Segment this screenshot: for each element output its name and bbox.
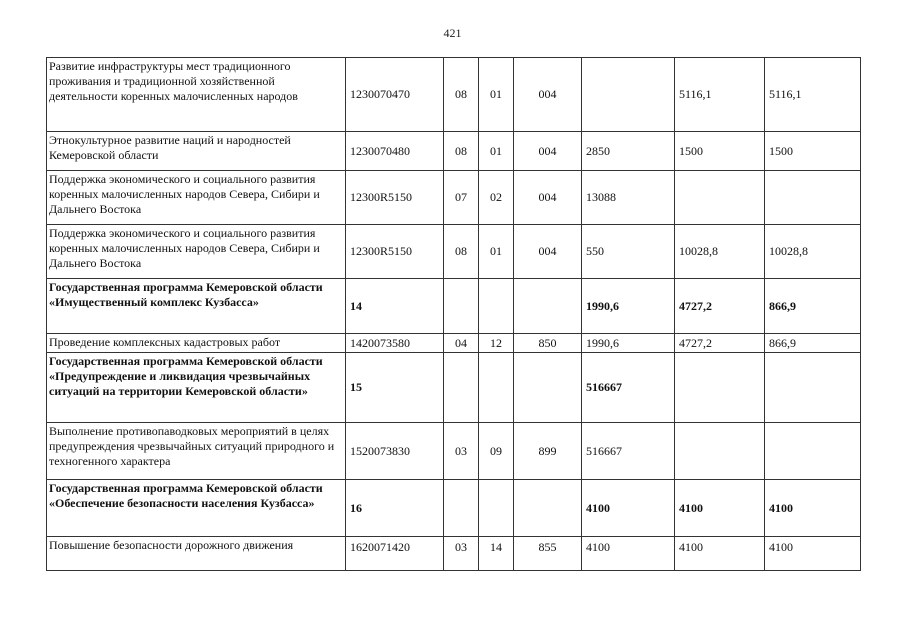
row-target-code: 1520073830: [346, 423, 444, 480]
table-row: [47, 423, 861, 480]
row-subsection: 12: [479, 334, 514, 353]
row-amount-year3: 866,9: [765, 334, 861, 353]
row-name: Выполнение противопаводковых мероприятий в целях предупреждения чрезвычайных ситуаций природного и техногенного характера: [47, 423, 346, 480]
row-expense-type: 850: [514, 334, 582, 353]
row-name: Государственная программа Кемеровской области «Обеспечение безопасности населения Кузбасса»: [47, 480, 346, 537]
row-amount-year3: [765, 353, 861, 423]
row-name: Государственная программа Кемеровской области «Предупреждение и ликвидация чрезвычайных ситуаций на территории Кемеровской области»: [47, 353, 346, 423]
table-row: [47, 58, 861, 132]
row-amount-year2: 1500: [675, 132, 765, 171]
row-amount-year1: 4100: [582, 537, 675, 571]
row-amount-year3: 4100: [765, 480, 861, 537]
row-expense-type: 004: [514, 58, 582, 132]
row-name: Развитие инфраструктуры мест традиционного проживания и традиционной хозяйственной деятельности коренных малочисленных народов: [47, 58, 346, 132]
row-section: [444, 279, 479, 334]
row-section: 08: [444, 58, 479, 132]
row-section: 08: [444, 225, 479, 279]
row-expense-type: 899: [514, 423, 582, 480]
row-target-code: 1420073580: [346, 334, 444, 353]
row-expense-type: [514, 353, 582, 423]
row-target-code: 1620071420: [346, 537, 444, 571]
row-amount-year1: [582, 58, 675, 132]
row-name: Этнокультурное развитие наций и народностей Кемеровской области: [47, 132, 346, 171]
row-name: Проведение комплексных кадастровых работ: [47, 334, 346, 353]
row-amount-year2: 4100: [675, 480, 765, 537]
row-subsection: 14: [479, 537, 514, 571]
row-expense-type: 004: [514, 225, 582, 279]
row-amount-year1: 13088: [582, 171, 675, 225]
row-amount-year2: 4727,2: [675, 334, 765, 353]
row-name: Поддержка экономического и социального развития коренных малочисленных народов Севера, Сибири и Дальнего Востока: [47, 171, 346, 225]
row-subsection: 01: [479, 58, 514, 132]
row-expense-type: 004: [514, 171, 582, 225]
row-amount-year2: 5116,1: [675, 58, 765, 132]
row-target-code: 12300R5150: [346, 171, 444, 225]
row-amount-year3: 4100: [765, 537, 861, 571]
row-subsection: [479, 279, 514, 334]
row-amount-year3: 1500: [765, 132, 861, 171]
table-row: [47, 279, 861, 334]
table-row: [47, 334, 861, 353]
row-amount-year3: 10028,8: [765, 225, 861, 279]
row-subsection: 02: [479, 171, 514, 225]
row-amount-year2: 4727,2: [675, 279, 765, 334]
row-target-code: 12300R5150: [346, 225, 444, 279]
row-name: Поддержка экономического и социального развития коренных малочисленных народов Севера, Сибири и Дальнего Востока: [47, 225, 346, 279]
page-number: 421: [443, 26, 462, 40]
row-section: 03: [444, 423, 479, 480]
row-amount-year2: 10028,8: [675, 225, 765, 279]
row-section: 07: [444, 171, 479, 225]
row-name: Повышение безопасности дорожного движения: [47, 537, 346, 571]
row-target-code: 1230070470: [346, 58, 444, 132]
row-section: [444, 480, 479, 537]
row-subsection: [479, 353, 514, 423]
row-target-code: 16: [346, 480, 444, 537]
row-subsection: 01: [479, 132, 514, 171]
row-amount-year2: [675, 423, 765, 480]
budget-table: [46, 57, 861, 571]
row-amount-year3: [765, 171, 861, 225]
row-amount-year3: [765, 423, 861, 480]
row-target-code: 15: [346, 353, 444, 423]
table-row: [47, 480, 861, 537]
row-subsection: 01: [479, 225, 514, 279]
row-target-code: 14: [346, 279, 444, 334]
row-amount-year2: [675, 353, 765, 423]
table-row: [47, 537, 861, 571]
table-row: [47, 171, 861, 225]
row-amount-year3: 866,9: [765, 279, 861, 334]
row-amount-year2: [675, 171, 765, 225]
row-amount-year1: 4100: [582, 480, 675, 537]
row-amount-year1: 516667: [582, 423, 675, 480]
table-row: [47, 132, 861, 171]
row-section: 04: [444, 334, 479, 353]
row-expense-type: 855: [514, 537, 582, 571]
row-amount-year2: 4100: [675, 537, 765, 571]
row-expense-type: [514, 279, 582, 334]
row-section: 08: [444, 132, 479, 171]
row-amount-year1: 1990,6: [582, 279, 675, 334]
table-row: [47, 353, 861, 423]
table-row: [47, 225, 861, 279]
row-subsection: 09: [479, 423, 514, 480]
row-section: 03: [444, 537, 479, 571]
row-amount-year1: 1990,6: [582, 334, 675, 353]
row-subsection: [479, 480, 514, 537]
row-amount-year1: 516667: [582, 353, 675, 423]
row-target-code: 1230070480: [346, 132, 444, 171]
row-amount-year1: 2850: [582, 132, 675, 171]
row-expense-type: [514, 480, 582, 537]
row-expense-type: 004: [514, 132, 582, 171]
row-section: [444, 353, 479, 423]
row-name: Государственная программа Кемеровской области «Имущественный комплекс Кузбасса»: [47, 279, 346, 334]
row-amount-year3: 5116,1: [765, 58, 861, 132]
row-amount-year1: 550: [582, 225, 675, 279]
